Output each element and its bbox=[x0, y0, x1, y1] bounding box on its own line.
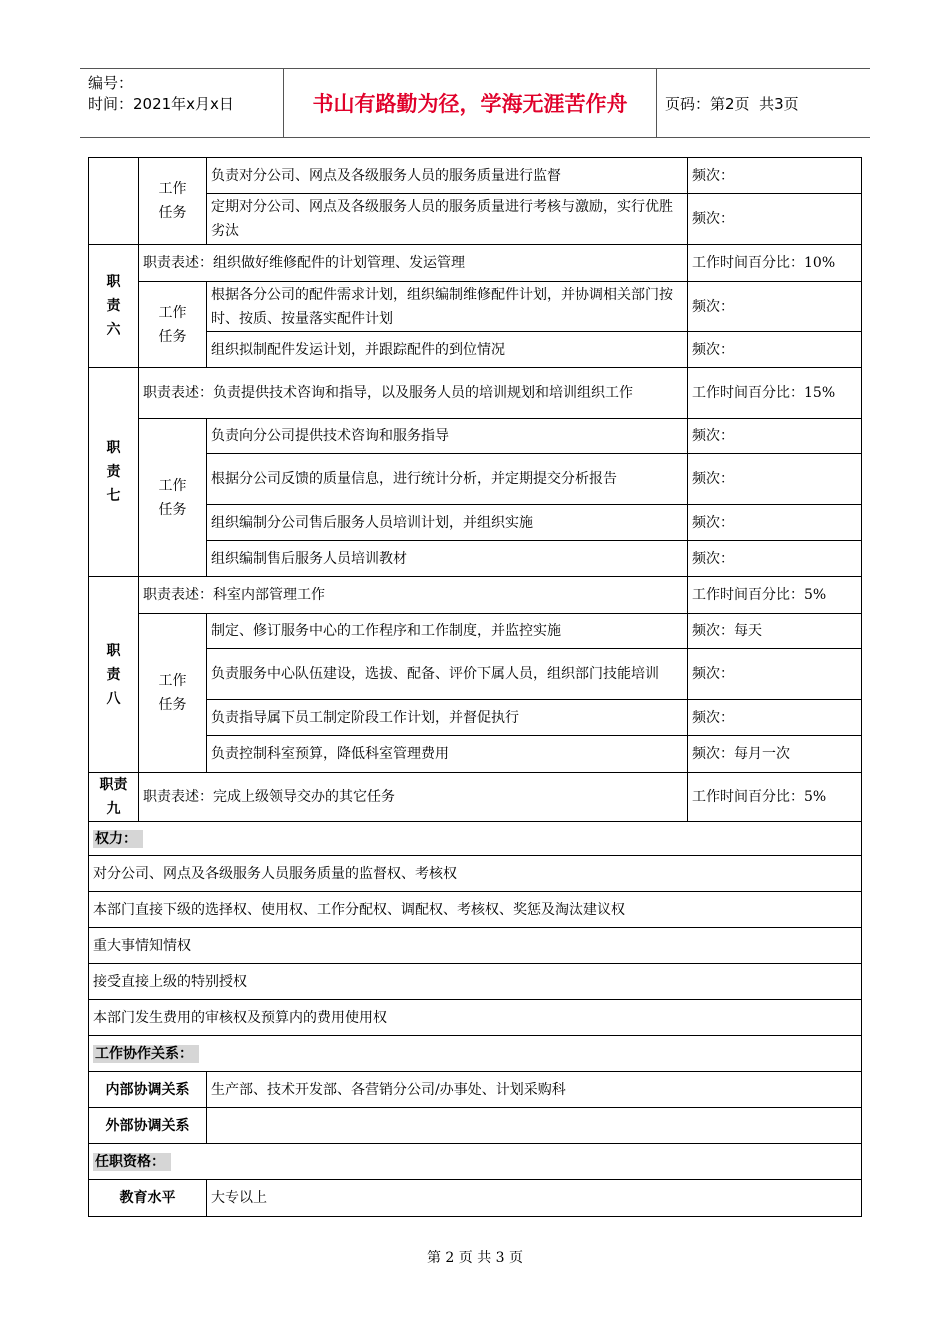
document-number-label: 编号： bbox=[88, 74, 134, 92]
document-date: 时间：2021年x月x日 bbox=[88, 95, 234, 113]
task-text: 负责对分公司、网点及各级服务人员的服务质量进行监督 bbox=[207, 158, 688, 194]
table-row bbox=[89, 1036, 862, 1072]
duty-label: 职责八 bbox=[89, 577, 139, 773]
authority-item: 本部门直接下级的选择权、使用权、工作分配权、调配权、考核权、奖惩及淘汰建议权 bbox=[89, 892, 862, 928]
task-text: 负责服务中心队伍建设，选拔、配备、评价下属人员，组织部门技能培训 bbox=[207, 649, 688, 700]
internal-relations-label: 内部协调关系 bbox=[89, 1072, 207, 1108]
table-row bbox=[89, 822, 862, 856]
table-row bbox=[89, 1072, 862, 1108]
section-title-relations: 工作协作关系： bbox=[89, 1036, 862, 1072]
list-item bbox=[89, 964, 862, 1000]
duty-statement: 职责表述：科室内部管理工作 bbox=[139, 577, 688, 614]
task-frequency: 频次： bbox=[688, 158, 862, 194]
task-label: 工作任务 bbox=[139, 614, 207, 773]
task-text: 组织编制分公司售后服务人员培训计划，并组织实施 bbox=[207, 505, 688, 541]
time-percentage: 工作时间百分比：10% bbox=[688, 245, 862, 282]
task-text: 制定、修订服务中心的工作程序和工作制度，并监控实施 bbox=[207, 614, 688, 649]
authority-item: 重大事情知情权 bbox=[89, 928, 862, 964]
table-row bbox=[89, 282, 862, 332]
duty-label-cell bbox=[89, 158, 139, 245]
page-header bbox=[80, 68, 870, 138]
page-indicator: 页码：第2页 共3页 bbox=[665, 94, 799, 113]
task-frequency: 频次： bbox=[688, 541, 862, 577]
table-row bbox=[89, 1144, 862, 1180]
table-row bbox=[89, 1108, 862, 1144]
task-frequency: 频次： bbox=[688, 194, 862, 245]
task-text: 定期对分公司、网点及各级服务人员的服务质量进行考核与激励，实行优胜劣汰 bbox=[207, 194, 688, 245]
job-description-table bbox=[88, 157, 862, 1217]
task-text: 组织拟制配件发运计划，并跟踪配件的到位情况 bbox=[207, 332, 688, 368]
table-row bbox=[89, 368, 862, 419]
table-row bbox=[89, 419, 862, 454]
task-frequency: 频次：每月一次 bbox=[688, 736, 862, 773]
external-relations-value bbox=[207, 1108, 862, 1144]
time-percentage: 工作时间百分比：5% bbox=[688, 577, 862, 614]
page-footer: 第 2 页 共 3 页 bbox=[426, 1250, 524, 1266]
duty-label: 职责七 bbox=[89, 368, 139, 577]
list-item bbox=[89, 856, 862, 892]
table-row bbox=[89, 245, 862, 282]
task-text: 负责指导属下员工制定阶段工作计划，并督促执行 bbox=[207, 700, 688, 736]
time-percentage: 工作时间百分比：15% bbox=[688, 368, 862, 419]
task-frequency: 频次： bbox=[688, 419, 862, 454]
task-text: 负责向分公司提供技术咨询和服务指导 bbox=[207, 419, 688, 454]
internal-relations-value: 生产部、技术开发部、各营销分公司/办事处、计划采购科 bbox=[207, 1072, 862, 1108]
table-row bbox=[89, 577, 862, 614]
list-item bbox=[89, 928, 862, 964]
authority-item: 对分公司、网点及各级服务人员服务质量的监督权、考核权 bbox=[89, 856, 862, 892]
authority-item: 本部门发生费用的审核权及预算内的费用使用权 bbox=[89, 1000, 862, 1036]
task-text: 负责控制科室预算，降低科室管理费用 bbox=[207, 736, 688, 773]
task-frequency: 频次： bbox=[688, 505, 862, 541]
task-label: 工作任务 bbox=[139, 419, 207, 577]
time-percentage: 工作时间百分比：5% bbox=[688, 773, 862, 822]
header-page-info bbox=[665, 69, 799, 137]
task-label: 工作任务 bbox=[139, 158, 207, 245]
task-text: 根据各分公司的配件需求计划，组织编制维修配件计划，并协调相关部门按时、按质、按量落实配件计划 bbox=[207, 282, 688, 332]
task-text: 根据分公司反馈的质量信息，进行统计分析，并定期提交分析报告 bbox=[207, 454, 688, 505]
task-frequency: 频次： bbox=[688, 454, 862, 505]
duty-statement: 职责表述：负责提供技术咨询和指导，以及服务人员的培训规划和培训组织工作 bbox=[139, 368, 688, 419]
task-frequency: 频次： bbox=[688, 700, 862, 736]
table-row bbox=[89, 773, 862, 822]
task-frequency: 频次： bbox=[688, 332, 862, 368]
header-motto: 书山有路勤为径，学海无涯苦作舟 bbox=[283, 69, 657, 137]
task-text: 组织编制售后服务人员培训教材 bbox=[207, 541, 688, 577]
external-relations-label: 外部协调关系 bbox=[89, 1108, 207, 1144]
duty-label: 职责六 bbox=[89, 245, 139, 368]
list-item bbox=[89, 892, 862, 928]
section-title-authority: 权力： bbox=[89, 822, 862, 856]
duty-label: 职责九 bbox=[89, 773, 139, 822]
duty-statement: 职责表述：组织做好维修配件的计划管理、发运管理 bbox=[139, 245, 688, 282]
header-meta bbox=[88, 73, 234, 115]
task-label: 工作任务 bbox=[139, 282, 207, 368]
table-row bbox=[89, 1180, 862, 1217]
duty-statement: 职责表述：完成上级领导交办的其它任务 bbox=[139, 773, 688, 822]
education-label: 教育水平 bbox=[89, 1180, 207, 1217]
authority-item: 接受直接上级的特别授权 bbox=[89, 964, 862, 1000]
education-value: 大专以上 bbox=[207, 1180, 862, 1217]
task-frequency: 频次： bbox=[688, 649, 862, 700]
table-row bbox=[89, 158, 862, 194]
task-frequency: 频次： bbox=[688, 282, 862, 332]
list-item bbox=[89, 1000, 862, 1036]
task-frequency: 频次：每天 bbox=[688, 614, 862, 649]
section-title-qualification: 任职资格： bbox=[89, 1144, 862, 1180]
table-row bbox=[89, 614, 862, 649]
